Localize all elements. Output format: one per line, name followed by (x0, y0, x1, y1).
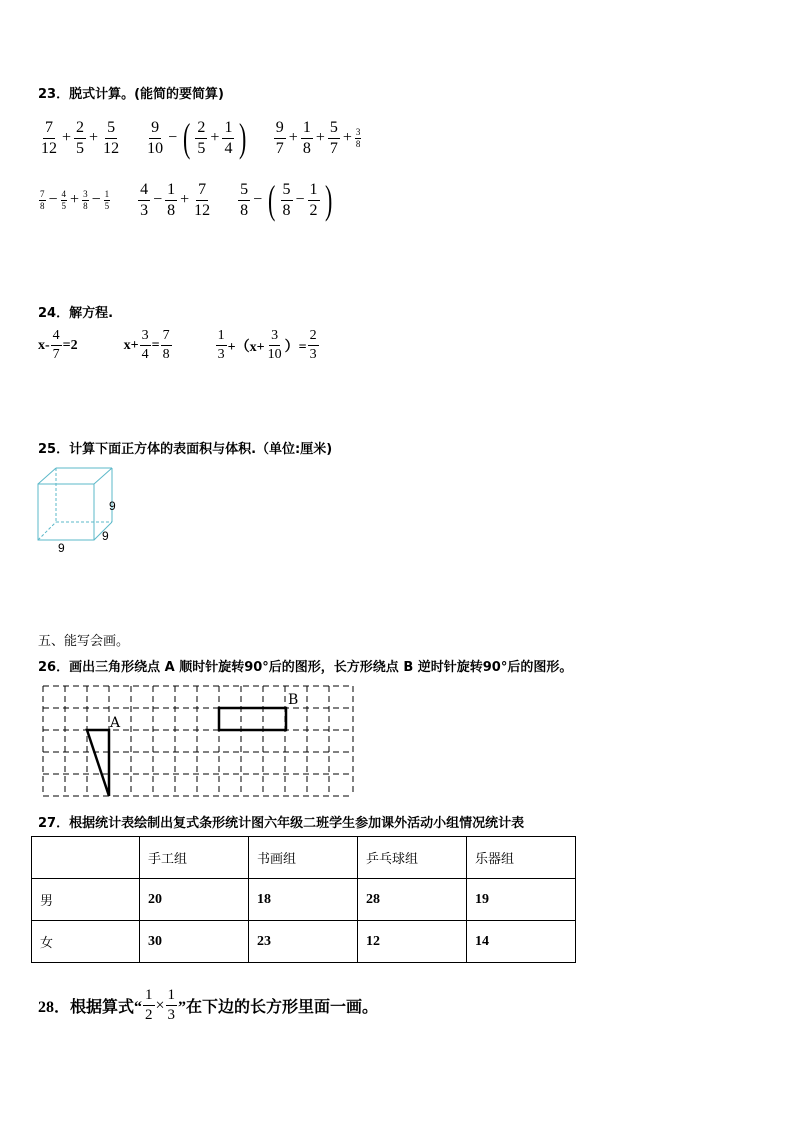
fraction: $\frac{5}{8}$ (282, 180, 291, 219)
q24-equations: x- $\frac{4}{7}$ =2 x+ $\frac{3}{4}$ = $\frac{7}{8}$ $\frac{1}{3}$ +（x+ $\frac{3}{10}$ ）= $\frac{2}{3}$ (38, 328, 317, 362)
point-b-label: B (288, 692, 299, 708)
fraction: $\frac{1}{4}$ (224, 118, 233, 157)
fraction: $\frac{7}{8}$ (162, 328, 170, 362)
cube-edge (94, 468, 112, 484)
triangle-shape (87, 730, 109, 796)
fraction: $\frac{3}{8}$ (83, 188, 88, 211)
table-cell: 23 (249, 921, 358, 963)
table-header-cell: 乒乓球组 (358, 837, 467, 879)
rectangle-shape (219, 708, 286, 730)
cube-height-label: 9 (109, 499, 116, 513)
row-label: 女 (32, 921, 140, 963)
table-cell: 30 (140, 921, 249, 963)
q28-title: 28．根据算式“ $\frac{1}{2}$ × $\frac{1}{3}$ ”在下边的长方形里面一画。 (38, 987, 379, 1023)
q23-title: 23．脱式计算。(能简的要简算) (38, 87, 224, 102)
q26-title: 26．画出三角形绕点 A 顺时针旋转90°后的图形，长方形绕点 B 逆时针旋转90°后的图形。 (38, 660, 573, 675)
cube-hidden-edge (38, 522, 56, 540)
table-cell: 20 (140, 879, 249, 921)
fraction: $\frac{2}{5}$ (76, 118, 85, 157)
table-header-cell (32, 837, 140, 879)
fraction: $\frac{1}{3}$ (217, 328, 225, 362)
q25-title: 25．计算下面正方体的表面积与体积.（单位:厘米) (38, 442, 333, 457)
fraction: $\frac{1}{8}$ (167, 180, 176, 219)
table-cell: 28 (358, 879, 467, 921)
fraction: $\frac{5}{12}$ (103, 118, 120, 157)
table-row (32, 921, 576, 963)
point-a-label: A (110, 715, 121, 731)
fraction: $\frac{9}{10}$ (147, 118, 164, 157)
fraction: $\frac{1}{5}$ (104, 188, 110, 211)
table-cell: 12 (358, 921, 467, 963)
fraction: $\frac{1}{2}$ (145, 987, 153, 1023)
statistics-table (31, 836, 576, 963)
fraction: $\frac{5}{8}$ (240, 180, 249, 219)
grid-figure (42, 685, 356, 799)
fraction: $\frac{7}{12}$ (41, 118, 57, 157)
table-header-cell: 书画组 (249, 837, 358, 879)
fraction: $\frac{3}{10}$ (267, 328, 282, 362)
cube-edge (38, 468, 56, 484)
fraction: $\frac{4}{7}$ (52, 328, 60, 362)
section-title: 五、能写会画。 (38, 634, 130, 649)
fraction: $\frac{3}{8}$ (355, 126, 361, 149)
table-cell: 18 (249, 879, 358, 921)
q24-title: 24．解方程. (38, 306, 114, 321)
fraction: $\frac{7}{8}$ (40, 188, 45, 211)
fraction: $\frac{2}{3}$ (309, 328, 317, 362)
table-row (32, 879, 576, 921)
fraction: $\frac{7}{12}$ (194, 180, 211, 219)
fraction: $\frac{4}{5}$ (61, 188, 67, 211)
table-cell: 14 (467, 921, 576, 963)
q23-row1: $\frac{7}{12}$ + $\frac{2}{5}$ + $\frac{5}{12}$ $\frac{9}{10}$ − ( $\frac{2}{5}$ + $\frac{1}{4}$ ) $\frac{9}{7}$ + $\frac{1}{8}$ + $\frac{5}{7}$ + $\frac{3}{8}$ (41, 115, 361, 160)
fraction: $\frac{1}{2}$ (309, 180, 318, 219)
fraction: $\frac{2}{5}$ (197, 118, 206, 157)
cube-depth-label: 9 (102, 529, 109, 543)
q23-row2: $\frac{7}{8}$ − $\frac{4}{5}$ + $\frac{3}{8}$ − $\frac{1}{5}$ $\frac{4}{3}$ − $\frac{1}{8}$ + $\frac{7}{12}$ $\frac{5}{8}$ − ( $\frac{5}{8}$ − $\frac{1}{2}$ ) (40, 177, 332, 222)
table-header-row (32, 837, 576, 879)
table-cell: 19 (467, 879, 576, 921)
table-header-cell: 手工组 (140, 837, 249, 879)
fraction: $\frac{9}{7}$ (275, 118, 284, 157)
fraction: $\frac{3}{4}$ (141, 328, 149, 362)
table-header-cell: 乐器组 (467, 837, 576, 879)
fraction: $\frac{1}{3}$ (167, 987, 176, 1023)
fraction: $\frac{4}{3}$ (140, 180, 149, 219)
cube-width-label: 9 (58, 541, 65, 555)
row-label: 男 (32, 879, 140, 921)
q27-title: 27．根据统计表绘制出复式条形统计图六年级二班学生参加课外活动小组情况统计表 (38, 816, 525, 831)
fraction: $\frac{1}{8}$ (302, 118, 311, 157)
fraction: $\frac{5}{7}$ (329, 118, 338, 157)
